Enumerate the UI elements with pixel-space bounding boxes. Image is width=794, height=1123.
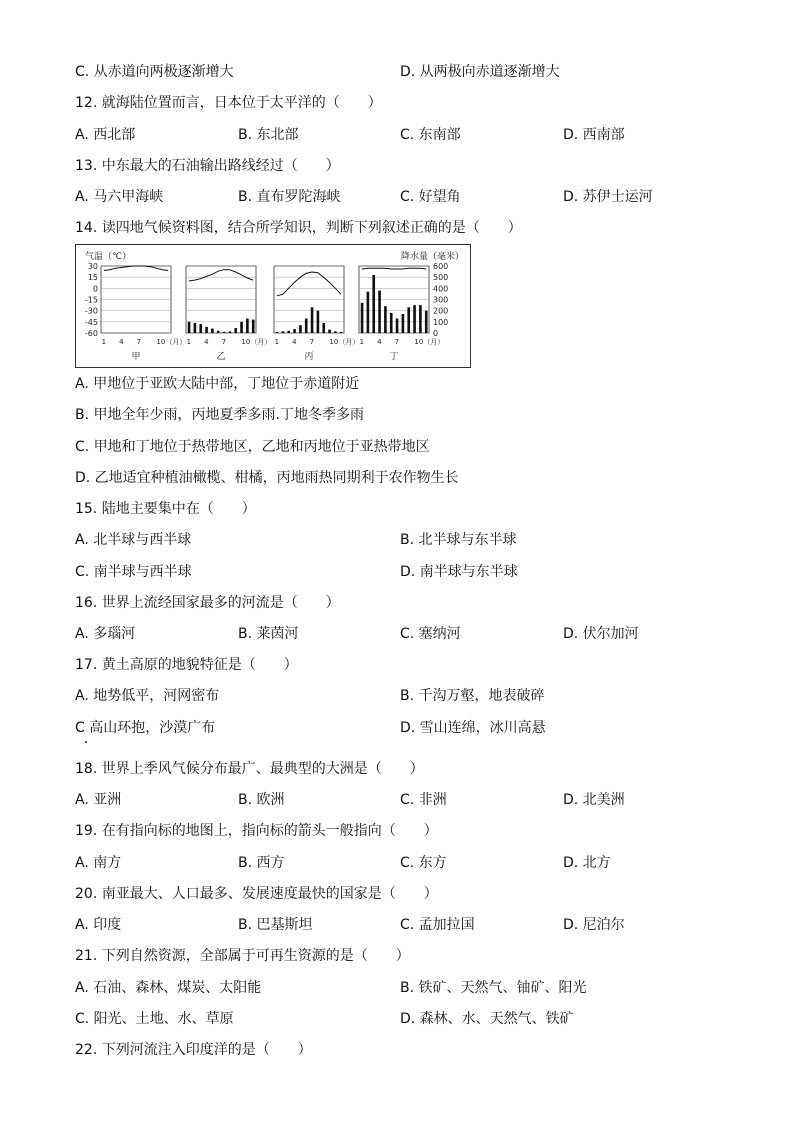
temp-axis-label: 气温（℃） — [85, 252, 132, 262]
month-tick-label: 10（月） — [414, 338, 445, 346]
q20-option-a: A. 印度 — [75, 917, 122, 933]
q13-option-b: B. 直布罗陀海峡 — [238, 189, 341, 205]
climate-panel-3 — [274, 266, 359, 362]
q21-option-b: B. 铁矿、天然气、铀矿、阳光 — [400, 980, 587, 996]
q15-option-d: D. 南半球与东半球 — [400, 564, 518, 580]
month-tick-label: 1 — [186, 338, 192, 346]
q19-option-c: C. 东方 — [400, 855, 447, 871]
climate-panel-4 — [359, 266, 444, 362]
climate-panel-2 — [186, 266, 271, 362]
q18-option-a: A. 亚洲 — [75, 792, 122, 808]
precip-bar — [205, 327, 208, 333]
month-tick-label: 7 — [136, 338, 142, 346]
month-tick-label: 1 — [101, 338, 107, 346]
month-tick-label: 4 — [292, 338, 297, 346]
month-tick-label: 7 — [309, 338, 315, 346]
precip-bar — [322, 323, 325, 333]
precip-bar — [252, 320, 255, 333]
q18-option-c: C. 非洲 — [400, 792, 447, 808]
precip-bar — [413, 305, 416, 333]
precip-tick-label: 200 — [433, 306, 449, 316]
temp-curve — [277, 272, 341, 296]
temp-tick-label: 0 — [92, 284, 98, 294]
precip-bar — [223, 332, 226, 333]
q20-option-b: B. 巴基斯坦 — [238, 917, 313, 933]
q14-option-c: C. 甲地和丁地位于热带地区，乙地和丙地位于亚热带地区 — [75, 439, 430, 455]
q17-stem: 17. 黄土高原的地貌特征是（ ） — [75, 657, 298, 673]
q16-stem: 16. 世界上流经国家最多的河流是（ ） — [75, 595, 340, 611]
precip-bar — [372, 275, 375, 333]
panel-name-label: 乙 — [216, 352, 226, 362]
q11-option-d: D. 从两极向赤道逐渐增大 — [400, 64, 560, 80]
q14-option-a: A. 甲地位于亚欧大陆中部，丁地位于赤道附近 — [75, 376, 360, 392]
precip-tick-label: 600 — [433, 262, 449, 271]
q21-option-c: C. 阳光、土地、水、草原 — [75, 1011, 234, 1027]
precip-bar — [240, 322, 243, 333]
q14-stem: 14. 读四地气候资料图，结合所学知识，判断下列叙述正确的是（ ） — [75, 220, 522, 236]
q13-option-d: D. 苏伊士运河 — [563, 189, 653, 205]
temp-tick-label: -30 — [84, 306, 98, 316]
month-tick-label: 1 — [359, 338, 365, 346]
q16-option-b: B. 莱茵河 — [238, 626, 299, 642]
q12-option-d: D. 西南部 — [563, 127, 625, 143]
precip-bar — [384, 306, 387, 333]
panel-name-label: 甲 — [131, 352, 141, 362]
q12-stem: 12. 就海陆位置而言，日本位于太平洋的（ ） — [75, 95, 382, 111]
precip-bar — [396, 318, 399, 333]
precip-bar — [188, 322, 191, 333]
precip-bar — [276, 332, 279, 333]
temp-tick-label: 15 — [87, 273, 98, 283]
q16-option-a: A. 多瑙河 — [75, 626, 136, 642]
precip-bar — [229, 331, 232, 333]
q17-option-b: B. 千沟万壑，地表破碎 — [400, 688, 545, 704]
q14-option-b: B. 甲地全年少雨，丙地夏季多雨.丁地冬季多雨 — [75, 407, 364, 423]
precip-bar — [217, 331, 220, 333]
q20-stem: 20. 南亚最大、人口最多、发展速度最快的国家是（ ） — [75, 886, 438, 902]
q17-option-d: D. 雪山连绵，冰川高悬 — [400, 720, 546, 736]
temp-curve — [104, 266, 168, 271]
precip-bar — [402, 314, 405, 333]
precip-bar — [328, 330, 331, 333]
q13-option-c: C. 好望角 — [400, 189, 461, 205]
panel-name-label: 丙 — [304, 352, 314, 362]
month-tick-label: 4 — [204, 338, 209, 346]
precip-bar — [246, 318, 249, 333]
month-tick-label: 10（月） — [156, 338, 187, 346]
precip-bar — [305, 318, 308, 333]
temp-tick-label: -45 — [84, 317, 98, 327]
panel-name-label: 丁 — [389, 352, 399, 362]
month-tick-label: 4 — [377, 338, 382, 346]
precip-bar — [211, 329, 214, 333]
q16-option-c: C. 塞纳河 — [400, 626, 461, 642]
q19-option-a: A. 南方 — [75, 855, 122, 871]
precip-bar — [293, 329, 296, 333]
q21-option-d: D. 森林、水、天然气、铁矿 — [400, 1011, 574, 1027]
stray-dot — [85, 741, 87, 743]
temp-curve — [362, 268, 426, 269]
precip-tick-label: 500 — [433, 273, 449, 283]
q21-stem: 21. 下列自然资源，全部属于可再生资源的是（ ） — [75, 948, 410, 964]
precip-bar — [390, 313, 393, 333]
precip-bar — [378, 291, 381, 333]
temp-tick-label: -60 — [84, 329, 98, 338]
q12-option-a: A. 西北部 — [75, 127, 136, 143]
precip-bar — [311, 307, 314, 333]
precip-bar — [194, 323, 197, 333]
q11-option-c: C. 从赤道向两极逐渐增大 — [75, 64, 234, 80]
climate-panel-1 — [101, 266, 186, 362]
month-tick-label: 10（月） — [329, 338, 360, 346]
climate-charts-figure — [75, 244, 471, 368]
q22-stem: 22. 下列河流注入印度洋的是（ ） — [75, 1042, 312, 1058]
q17-option-c: C 高山环抱，沙漠广布 — [75, 720, 216, 736]
precip-bar — [299, 325, 302, 333]
temp-tick-label: 30 — [87, 262, 98, 271]
precip-bar — [234, 328, 237, 333]
precip-axis-label: 降水量（毫米） — [401, 252, 465, 262]
q18-option-b: B. 欧洲 — [238, 792, 285, 808]
month-tick-label: 7 — [221, 338, 227, 346]
precip-bar — [340, 332, 343, 333]
q19-option-d: D. 北方 — [563, 855, 611, 871]
precip-bar — [317, 311, 320, 333]
temp-curve — [189, 270, 253, 281]
precip-bar — [425, 311, 428, 333]
month-tick-label: 7 — [394, 338, 400, 346]
q12-option-b: B. 东北部 — [238, 127, 299, 143]
month-tick-label: 4 — [119, 338, 124, 346]
precip-bar — [199, 324, 202, 333]
q12-option-c: C. 东南部 — [400, 127, 461, 143]
q13-stem: 13. 中东最大的石油输出路线经过（ ） — [75, 158, 340, 174]
q17-option-a: A. 地势低平，河网密布 — [75, 688, 220, 704]
month-tick-label: 10（月） — [241, 338, 272, 346]
temp-tick-label: -15 — [84, 295, 98, 305]
q19-option-b: B. 西方 — [238, 855, 285, 871]
q18-stem: 18. 世界上季风气候分布最广、最典型的大洲是（ ） — [75, 761, 424, 777]
precip-bar — [334, 331, 337, 333]
q15-option-c: C. 南半球与西半球 — [75, 564, 192, 580]
q19-stem: 19. 在有指向标的地图上，指向标的箭头一般指向（ ） — [75, 823, 438, 839]
precip-bar — [419, 305, 422, 333]
q18-option-d: D. 北美洲 — [563, 792, 625, 808]
precip-bar — [367, 292, 370, 333]
precip-bar — [282, 331, 285, 333]
q20-option-c: C. 孟加拉国 — [400, 917, 475, 933]
q15-stem: 15. 陆地主要集中在（ ） — [75, 501, 256, 517]
q20-option-d: D. 尼泊尔 — [563, 917, 625, 933]
precip-tick-label: 100 — [433, 317, 449, 327]
q15-option-b: B. 北半球与东半球 — [400, 532, 517, 548]
precip-tick-label: 400 — [433, 284, 449, 294]
precip-bar — [287, 331, 290, 333]
precip-bar — [407, 307, 410, 333]
precip-tick-label: 300 — [433, 295, 449, 305]
q14-option-d: D. 乙地适宜种植油橄榄、柑橘，丙地雨热同期利于农作物生长 — [75, 470, 459, 486]
figure-frame — [76, 245, 471, 368]
q15-option-a: A. 北半球与西半球 — [75, 532, 192, 548]
precip-tick-label: 0 — [433, 329, 439, 338]
month-tick-label: 1 — [274, 338, 280, 346]
q16-option-d: D. 伏尔加河 — [563, 626, 639, 642]
q13-option-a: A. 马六甲海峡 — [75, 189, 164, 205]
q21-option-a: A. 石油、森林、煤炭、太阳能 — [75, 980, 262, 996]
precip-bar — [361, 303, 364, 333]
